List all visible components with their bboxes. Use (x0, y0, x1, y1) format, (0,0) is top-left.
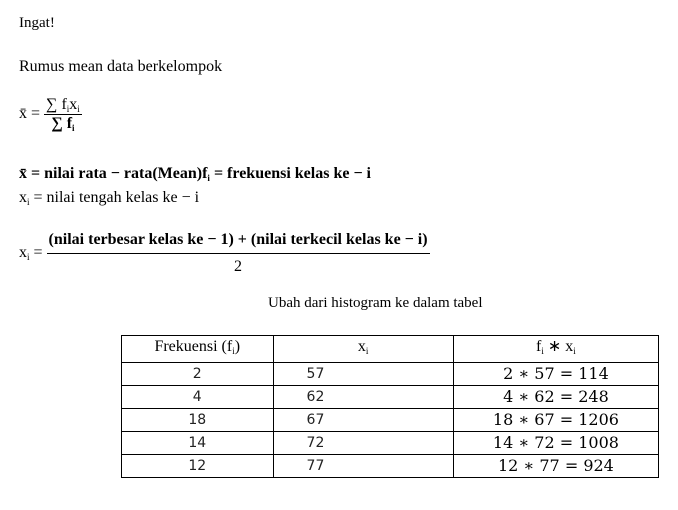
table-row (122, 386, 659, 409)
x-symbol: x (19, 244, 27, 262)
header-text: x (357, 338, 366, 355)
header-text: Frekuensi (f (154, 338, 233, 355)
x-symbol: x (19, 189, 27, 206)
table-row (122, 409, 659, 432)
midpoint-denominator: 2 (234, 258, 243, 275)
equals-sign: = (29, 244, 43, 262)
formula-subheading: Rumus mean data berkelompok (19, 58, 223, 75)
header-text: f (536, 338, 542, 355)
subscript: i (232, 346, 235, 356)
mean-denominator (44, 115, 82, 133)
sigma-icon: ∑ (51, 115, 63, 132)
f-symbol: f (202, 165, 208, 182)
table-row (122, 432, 659, 455)
table-row (122, 455, 659, 478)
subscript: i (66, 104, 70, 114)
cell-midpoint: 62 (273, 386, 453, 409)
header-frequency (122, 336, 274, 363)
cell-frequency: 12 (122, 455, 274, 478)
mean-symbol: x̄ (19, 165, 27, 182)
header-text: ) (234, 338, 241, 355)
cell-frequency: 4 (122, 386, 274, 409)
cell-product: 12 ∗ 77 = 924 (453, 455, 658, 478)
mean-symbol: x̄ (19, 105, 27, 123)
mean-numerator (44, 96, 82, 115)
cell-product: 14 ∗ 72 = 1008 (453, 432, 658, 455)
definition-text: = frekuensi kelas ke − i (209, 165, 371, 182)
subscript: i (72, 123, 75, 133)
table-row (122, 363, 659, 386)
subscript: i (573, 346, 576, 356)
header-text: ∗ x (543, 338, 574, 355)
cell-midpoint: 72 (273, 432, 453, 455)
definition-mean (19, 165, 371, 183)
cell-midpoint: 57 (273, 363, 453, 386)
mean-fraction (44, 96, 82, 133)
subscript: i (207, 173, 210, 183)
subscript: i (541, 346, 544, 356)
cell-product: 18 ∗ 67 = 1206 (453, 409, 658, 432)
header-product (453, 336, 658, 363)
cell-midpoint: 67 (273, 409, 453, 432)
frequency-table (121, 335, 659, 478)
f-symbol: f (66, 115, 73, 132)
cell-frequency: 2 (122, 363, 274, 386)
x-symbol: x (69, 96, 78, 113)
table-header-row (122, 336, 659, 363)
midpoint-numerator: (nilai terbesar kelas ke − 1) + (nilai terkecil kelas ke − i) (47, 231, 430, 254)
midpoint-fraction (47, 231, 430, 276)
sigma-icon: ∑ (46, 96, 58, 113)
mean-formula (19, 96, 82, 133)
cell-midpoint: 77 (273, 455, 453, 478)
subscript: i (27, 197, 30, 207)
cell-frequency: 18 (122, 409, 274, 432)
midpoint-formula (19, 231, 430, 276)
definition-text: = nilai tengah kelas ke − i (29, 189, 200, 206)
header-midpoint (273, 336, 453, 363)
cell-frequency: 14 (122, 432, 274, 455)
definition-midpoint (19, 189, 199, 207)
subscript: i (77, 104, 80, 114)
definition-text: = nilai rata − rata(Mean) (27, 165, 203, 182)
f-symbol: f (61, 96, 67, 113)
equals-sign: = (31, 105, 41, 123)
cell-product: 4 ∗ 62 = 248 (453, 386, 658, 409)
reminder-heading: Ingat! (19, 15, 55, 31)
subscript: i (27, 252, 30, 263)
table-caption: Ubah dari histogram ke dalam tabel (268, 295, 483, 311)
subscript: i (365, 346, 369, 356)
cell-product: 2 ∗ 57 = 114 (453, 363, 658, 386)
